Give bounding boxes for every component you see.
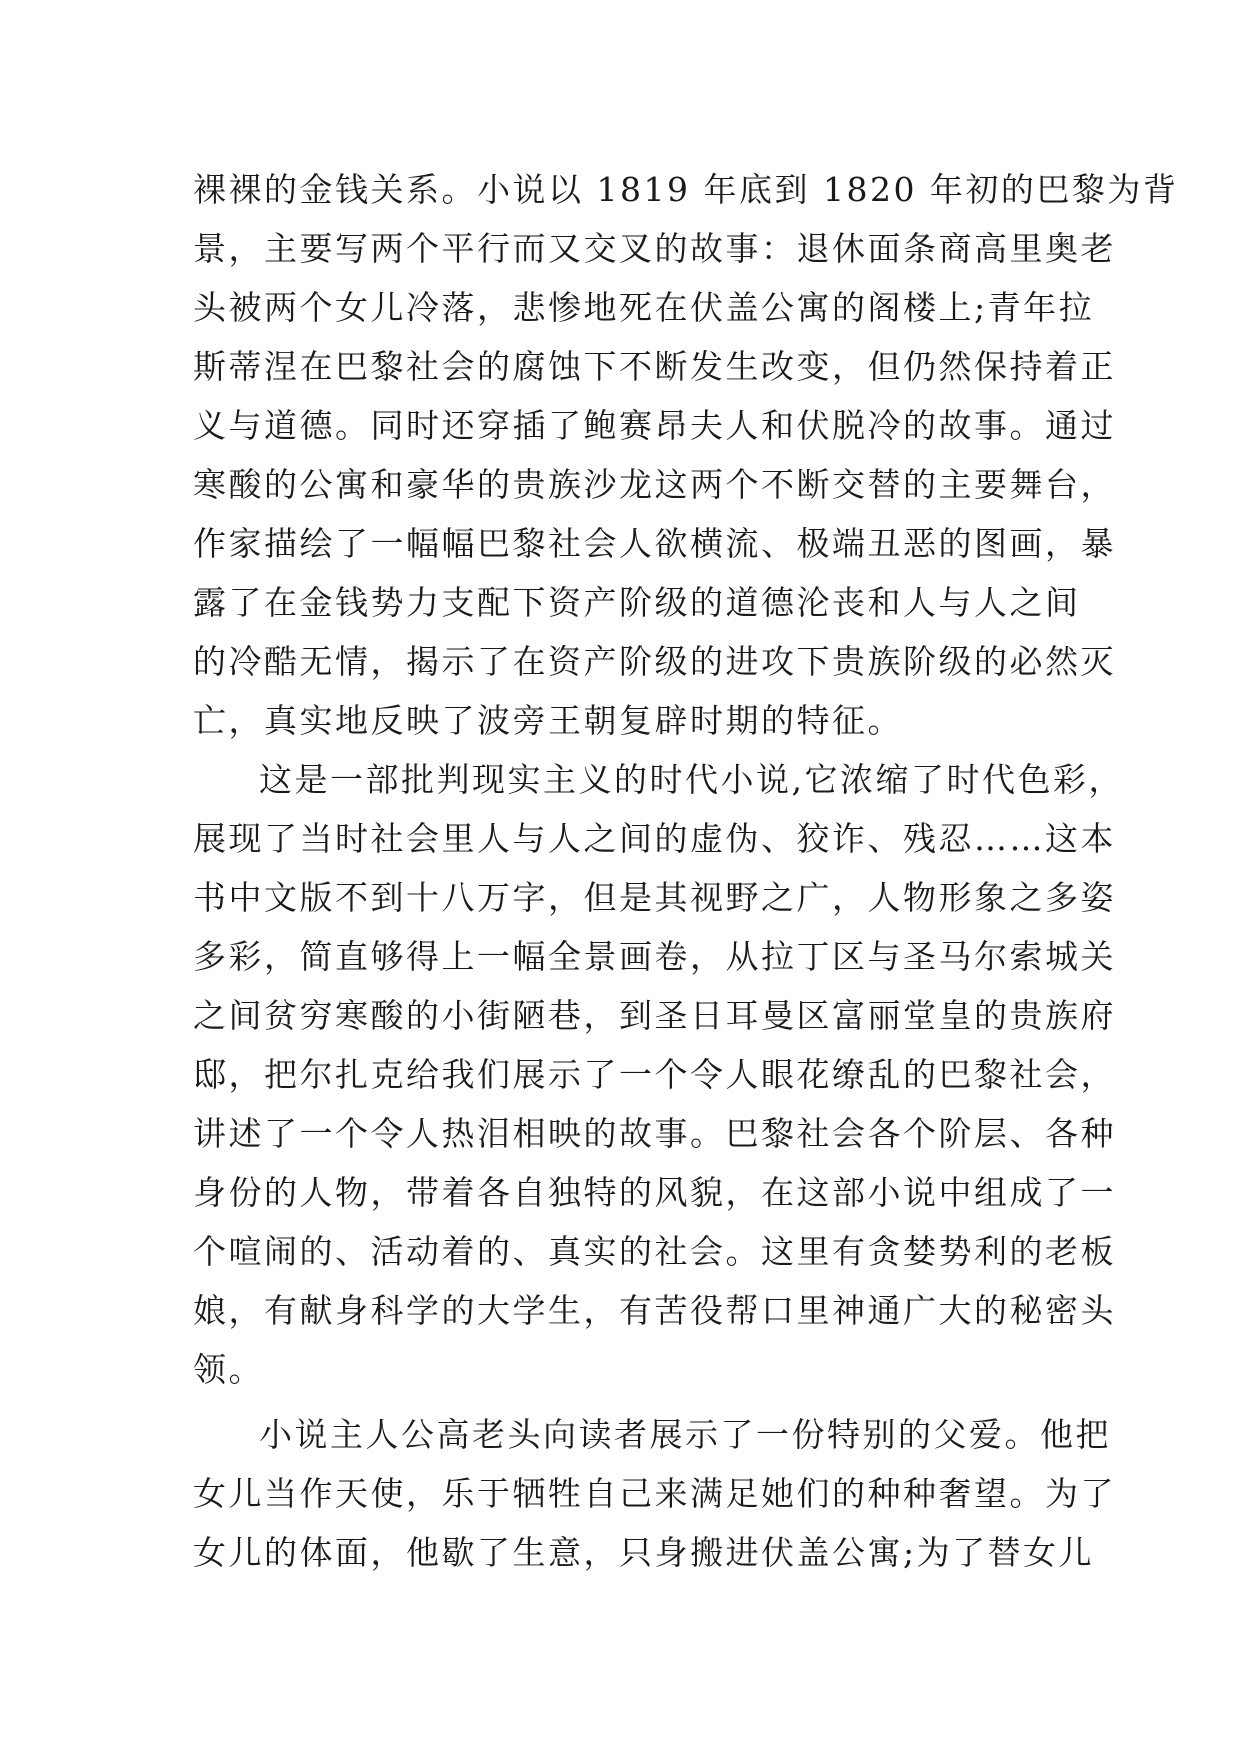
text-line: 寒酸的公寓和豪华的贵族沙龙这两个不断交替的主要舞台， [193, 465, 1116, 504]
text-line: 书中文版不到十八万字，但是其视野之广，人物形象之多姿 [193, 878, 1116, 917]
text-line: 女儿的体面，他歇了生意，只身搬进伏盖公寓;为了替女儿 [193, 1533, 1095, 1572]
paragraph-3 [193, 1405, 1116, 1582]
text-line: 领。 [193, 1350, 264, 1389]
text-line: 的冷酷无情，揭示了在资产阶级的进攻下贵族阶级的必然灭 [193, 642, 1116, 681]
text-line: 娘，有献身科学的大学生，有苦役帮口里神通广大的秘密头 [193, 1291, 1116, 1330]
text-line: 个喧闹的、活动着的、真实的社会。这里有贪婪势利的老板 [193, 1232, 1116, 1271]
text-line: 女儿当作天使，乐于牺牲自己来满足她们的种种奢望。为了 [193, 1474, 1116, 1513]
text-line: 斯蒂涅在巴黎社会的腐蚀下不断发生改变，但仍然保持着正 [193, 347, 1116, 386]
text-line: 亡，真实地反映了波旁王朝复辟时期的特征。 [193, 701, 903, 740]
text-line: 之间贫穷寒酸的小街陋巷，到圣日耳曼区富丽堂皇的贵族府 [193, 996, 1116, 1035]
text-line: 这是一部批判现实主义的时代小说,它浓缩了时代色彩， [259, 760, 1124, 799]
text-line: 多彩，简直够得上一幅全景画卷，从拉丁区与圣马尔索城关 [193, 937, 1116, 976]
text-line: 头被两个女儿冷落，悲惨地死在伏盖公寓的阁楼上;青年拉 [193, 288, 1095, 327]
text-line: 身份的人物，带着各自独特的风貌，在这部小说中组成了一 [193, 1173, 1116, 1212]
text-line: 展现了当时社会里人与人之间的虚伪、狡诈、残忍……这本 [193, 819, 1116, 858]
text-line: 裸裸的金钱关系。小说以 1819 年底到 1820 年初的巴黎为背 [193, 170, 1179, 209]
body-text [193, 160, 1179, 1582]
text-line: 景，主要写两个平行而又交叉的故事：退休面条商高里奥老 [193, 229, 1116, 268]
text-line: 邸，把尔扎克给我们展示了一个令人眼花缭乱的巴黎社会， [193, 1055, 1116, 1094]
text-line: 小说主人公高老头向读者展示了一份特别的父爱。他把 [259, 1415, 1111, 1454]
paragraph-2 [193, 750, 1124, 1399]
text-line: 露了在金钱势力支配下资产阶级的道德沦丧和人与人之间 [193, 583, 1081, 622]
text-line: 讲述了一个令人热泪相映的故事。巴黎社会各个阶层、各种 [193, 1114, 1116, 1153]
text-line: 义与道德。同时还穿插了鲍赛昂夫人和伏脱冷的故事。通过 [193, 406, 1116, 445]
paragraph-1 [193, 160, 1179, 750]
text-line: 作家描绘了一幅幅巴黎社会人欲横流、极端丑恶的图画，暴 [193, 524, 1116, 563]
